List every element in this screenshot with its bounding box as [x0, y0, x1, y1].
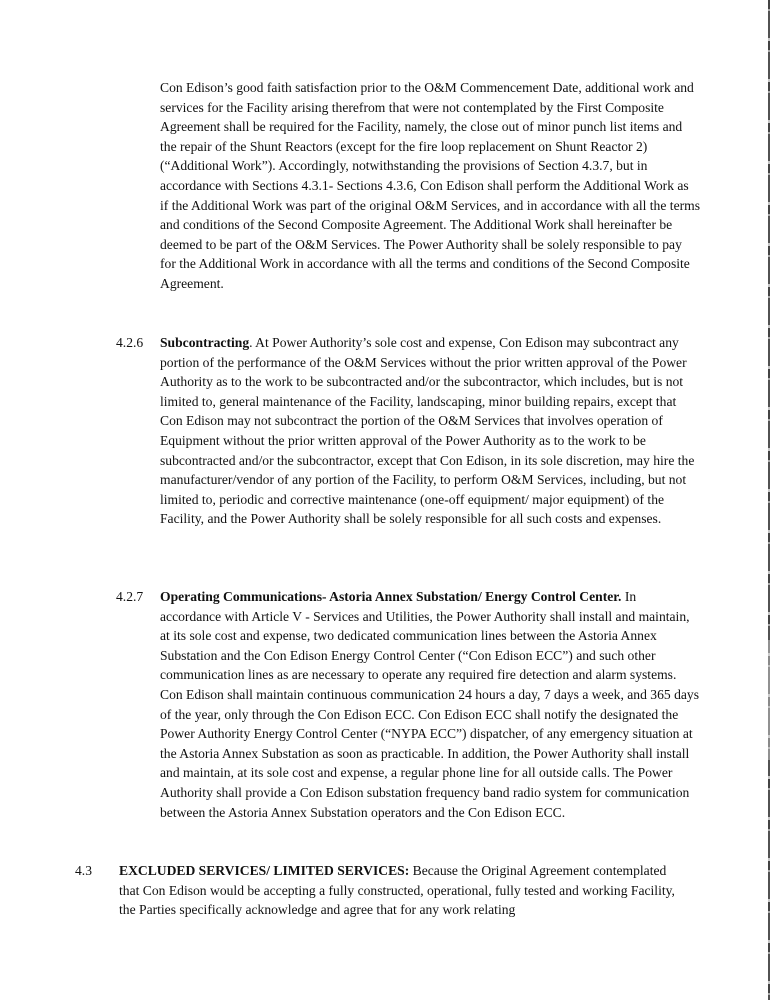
- section-4-2-7-text: [160, 587, 700, 822]
- section-4-2-7-heading: Operating Communications- Astoria Annex Substation/ Energy Control Center.: [160, 589, 622, 604]
- scan-edge-line: [768, 0, 770, 1000]
- section-4-2-6-body: At Power Authority’s sole cost and expense, Con Edison may subcontract any portion of the performance of the O&M Services without the prior written approval of the Power Authority as to the work to be subcontracted and/or the subcontractor, which includes, but is not limited to, general maintenance of the Facility, landscaping, minor building repairs, except that Con Edison may not subcontract the portion of the O&M Services that involves operation of Equipment without the prior written approval of the Power Authority as to the work to be subcontracted and/or the subcontractor, except that Con Edison, in its sole discretion, may hire the manufacturer/vendor of any portion of the Facility, to perform O&M Services, including, but not limited to, periodic and corrective maintenance (one-off equipment/ major equipment) of the Facility, and the Power Authority shall be solely responsible for all such costs and expenses.: [160, 335, 695, 527]
- section-4-3-heading: EXCLUDED SERVICES/ LIMITED SERVICES:: [119, 863, 410, 878]
- section-number-4-2-7: 4.2.7: [116, 589, 144, 604]
- scan-edge-fade: [768, 640, 770, 760]
- intro-paragraph: Con Edison’s good faith satisfaction prior to the O&M Commencement Date, additional work and services for the Facility arising therefrom that were not contemplated by the First Composite Agreement shall be required for the Facility, namely, the close out of minor punch list items and the repair of the Shunt Reactors (except for the fire loop replacement on Shunt Reactor 2) (“Additional Work”). Accordingly, notwithstanding the provisions of Section 4.3.7, but in accordance with Sections 4.3.1- Sections 4.3.6, Con Edison shall perform the Additional Work as if the Additional Work was part of the original O&M Services, and in accordance with all the terms and conditions of the Second Composite Agreement. The Additional Work shall hereinafter be deemed to be part of the O&M Services. The Power Authority shall be solely responsible to pay for the Additional Work in accordance with all the terms and conditions of the Second Composite Agreement.: [160, 80, 700, 291]
- section-4-3-text: [119, 861, 679, 920]
- section-number-4-2-6: 4.2.6: [116, 335, 144, 350]
- section-number-4-3: 4.3: [75, 863, 92, 878]
- section-4-2-7-body: In accordance with Article V - Services and Utilities, the Power Authority shall install and maintain, at its sole cost and expense, two dedicated communication lines between the Astoria Annex Substation and the Con Edison Energy Control Center (“Con Edison ECC”) and such other communication lines as are necessary to operate any required fire detection and alarm systems. Con Edison shall maintain continuous communication 24 hours a day, 7 days a week, and 365 days of the year, only through the Con Edison ECC. Con Edison ECC shall notify the designated the Power Authority Energy Control Center (“NYPA ECC”) dispatcher, of any emergency situation at the Astoria Annex Substation as soon as practicable. In addition, the Power Authority shall install and maintain, at its sole cost and expense, a regular phone line for all outside calls. The Power Authority shall provide a Con Edison substation frequency band radio system for communication between the Astoria Annex Substation operators and the Con Edison ECC.: [160, 589, 699, 820]
- section-4-2-6-text: [160, 333, 700, 529]
- section-4-2-6-separator: .: [249, 335, 253, 350]
- section-4-3-body: Because the Original Agreement contemplated that Con Edison would be accepting a fully constructed, operational, fully tested and working Facility, the Parties specifically acknowledge and agree that for any work relating: [119, 863, 675, 918]
- section-4-2-6-heading: Subcontracting: [160, 335, 250, 350]
